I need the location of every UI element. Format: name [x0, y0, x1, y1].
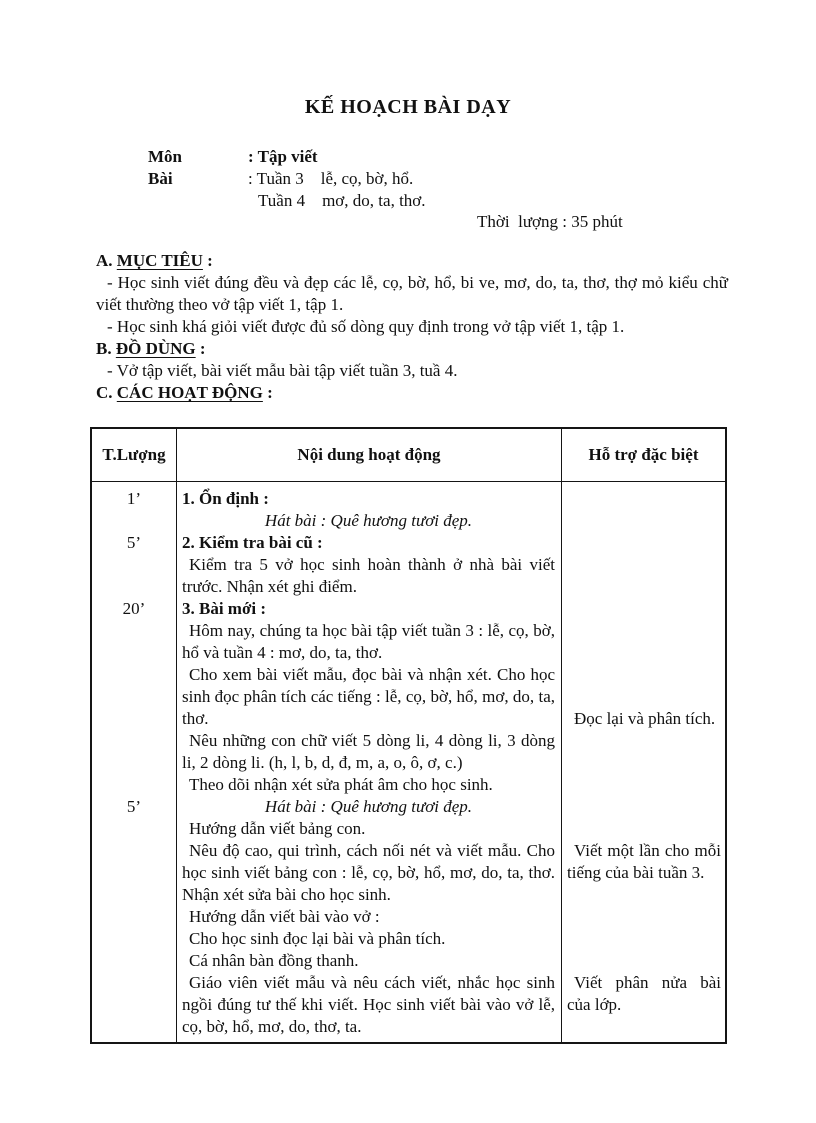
- subject-value: : Tập viết: [248, 147, 318, 166]
- activity-paragraph: Hướng dẫn viết bảng con.: [189, 819, 366, 838]
- sections-block: [96, 250, 728, 404]
- section-a-colon: :: [202, 251, 213, 270]
- section-a-title: MỤC TIÊU: [116, 251, 203, 270]
- table-header-row: [92, 429, 725, 482]
- duration-text: Thời lượng : 35 phút: [477, 212, 623, 231]
- meta-row-subject: [148, 146, 628, 168]
- lesson-value-week4: Tuần 4 mơ, do, ta, thơ.: [258, 191, 426, 210]
- section-a-letter: A.: [96, 251, 117, 270]
- page-title: KẾ HOẠCH BÀI DẠY: [304, 96, 512, 118]
- objective-item: - Học sinh khá giỏi viết được đủ số dòng quy định trong vở tập viết 1, tập 1.: [107, 317, 625, 336]
- activities-table: [90, 427, 727, 1044]
- subject-label: Môn: [148, 147, 182, 166]
- activity-heading: 2. Kiểm tra bài cũ :: [182, 533, 323, 552]
- lesson-value-week3: : Tuần 3 lễ, cọ, bờ, hổ.: [248, 169, 414, 188]
- section-c-heading: [96, 382, 728, 404]
- activity-paragraph: Cá nhân bàn đồng thanh.: [189, 951, 359, 970]
- table-header-content: Nội dung hoạt động: [177, 429, 562, 481]
- section-b-title: ĐỒ DÙNG: [115, 339, 196, 358]
- time-value: 5’: [126, 533, 142, 552]
- activity-paragraph: Hôm nay, chúng ta học bài tập viết tuần 3 : lễ, cọ, bờ, hổ và tuần 4 : mơ, do, ta, thơ.: [182, 621, 555, 662]
- activity-song-line: Hát bài : Quê hương tươi đẹp.: [264, 511, 473, 530]
- section-b-heading: [96, 338, 728, 360]
- table-header-time: T.Lượng: [92, 429, 177, 481]
- activity-paragraph: Theo dõi nhận xét sửa phát âm cho học sinh.: [189, 775, 493, 794]
- table-body-row: [92, 482, 725, 1042]
- objective-item: - Học sinh viết đúng đều và đẹp các lễ, cọ, bờ, hổ, bi ve, mơ, do, ta, thơ, thợ mỏ kiểu chữ viết thường theo vở tập viết 1, tập 1.: [96, 273, 728, 314]
- section-b-colon: :: [195, 339, 206, 358]
- meta-row-lesson: [148, 168, 628, 190]
- time-value: 20’: [122, 599, 146, 618]
- time-value: 5’: [126, 797, 142, 816]
- activity-heading: 1. Ổn định :: [182, 489, 269, 508]
- activity-heading: 3. Bài mới :: [182, 599, 267, 618]
- activity-paragraph: Cho xem bài viết mẫu, đọc bài và nhận xét. Cho học sinh đọc phân tích các tiếng : lễ, cọ, bờ, hổ, mơ, do, ta, thơ.: [182, 665, 555, 728]
- content-column: [177, 482, 562, 1042]
- section-c-colon: :: [262, 383, 273, 402]
- table-header-support: Hỗ trợ đặc biệt: [588, 445, 699, 464]
- activity-paragraph: Nêu những con chữ viết 5 dòng li, 4 dòng li, 3 dòng li, 2 dòng li. (h, l, b, d, đ, m, a, o, ô, ơ, c.): [182, 731, 555, 772]
- lesson-meta: [148, 146, 628, 212]
- section-a-heading: [96, 250, 728, 272]
- support-column: [562, 482, 725, 1042]
- activity-paragraph: Nêu độ cao, qui trình, cách nối nét và viết mẫu. Cho học sinh viết bảng con : lễ, cọ, bờ, hổ, mơ, do, ta, thơ. Nhận xét sửa bài cho học sinh.: [182, 841, 555, 904]
- activity-paragraph: Kiểm tra 5 vở học sinh hoàn thành ở nhà bài viết trước. Nhận xét ghi điểm.: [182, 555, 555, 596]
- activity-paragraph: Cho học sinh đọc lại bài và phân tích.: [189, 929, 446, 948]
- section-b-letter: B.: [96, 339, 116, 358]
- activity-paragraph: Giáo viên viết mẫu và nêu cách viết, nhắc học sinh ngồi đúng tư thế khi viết. Học sinh viết bài vào vở lễ, cọ, bờ, hổ, mơ, do, thơ, ta.: [182, 973, 555, 1036]
- material-item: - Vở tập viết, bài viết mẫu bài tập viết tuần 3, tuầ 4.: [107, 361, 458, 380]
- time-value: 1’: [126, 489, 142, 508]
- section-c-title: CÁC HOẠT ĐỘNG: [116, 383, 263, 402]
- activity-song-line: Hát bài : Quê hương tươi đẹp.: [264, 797, 473, 816]
- activity-paragraph: Hướng dẫn viết bài vào vở :: [189, 907, 380, 926]
- section-c-letter: C.: [96, 383, 117, 402]
- time-column: [92, 482, 177, 1042]
- lesson-label: Bài: [148, 169, 173, 188]
- support-note: Đọc lại và phân tích.: [574, 709, 716, 728]
- support-note: Viết phân nửa bài của lớp.: [567, 973, 721, 1014]
- support-note: Viết một lần cho mỗi tiếng của bài tuần 3.: [567, 841, 721, 882]
